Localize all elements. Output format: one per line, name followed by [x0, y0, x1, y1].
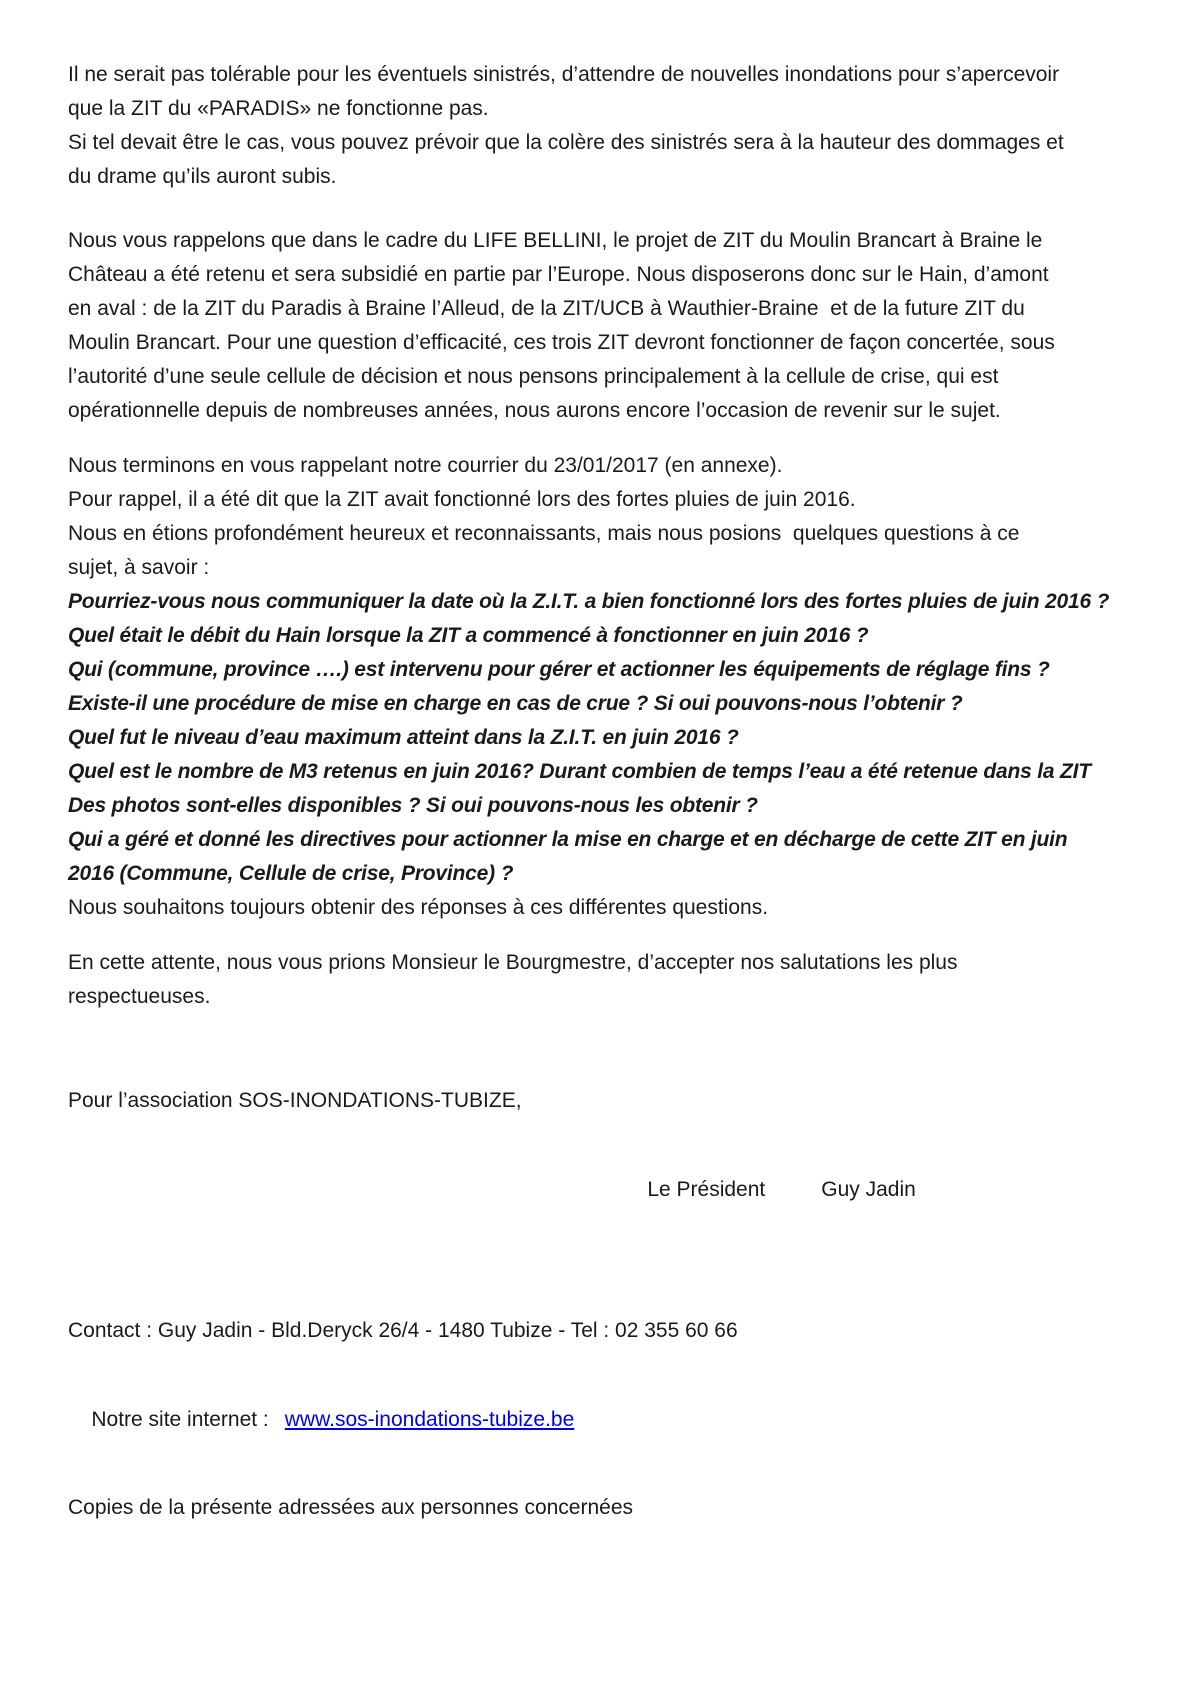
contact-text: Contact : Guy Jadin - Bld.Deryck 26/4 - 1480 Tubize - Tel : 02 355 60 66	[68, 1319, 738, 1342]
signature-role: Le Président	[647, 1178, 766, 1201]
paragraph-line: Nous vous rappelons que dans le cadre du LIFE BELLINI, le projet de ZIT du Moulin Brancart à Braine le	[68, 229, 1043, 252]
question-line: 2016 (Commune, Cellule de crise, Province) ?	[68, 862, 514, 885]
paragraph-line: Château a été retenu et sera subsidié en partie par l’Europe. Nous disposerons donc sur le Hain, d’amont	[68, 263, 1049, 286]
paragraph-line: du drame qu’ils auront subis.	[68, 165, 337, 188]
paragraph-line: Nous terminons en vous rappelant notre courrier du 23/01/2017 (en annexe).	[68, 454, 783, 477]
paragraph-line: Il ne serait pas tolérable pour les éventuels sinistrés, d’attendre de nouvelles inondations pour s’apercevoir	[68, 63, 1060, 86]
question-line: Des photos sont-elles disponibles ? Si oui pouvons-nous les obtenir ?	[68, 794, 758, 817]
paragraph-line: En cette attente, nous vous prions Monsieur le Bourgmestre, d’accepter nos salutations les plus	[68, 951, 958, 974]
website-link[interactable]: www.sos-inondations-tubize.be	[284, 1408, 575, 1431]
copies-text: Copies de la présente adressées aux personnes concernées	[68, 1496, 634, 1519]
question-line: Existe-il une procédure de mise en charge en cas de crue ? Si oui pouvons-nous l’obtenir ?	[68, 692, 963, 715]
signature-row	[68, 1139, 1122, 1241]
association-line	[68, 1084, 1122, 1118]
website-row	[68, 1369, 1122, 1471]
question-line: Pourriez-vous nous communiquer la date où la Z.I.T. a bien fonctionné lors des fortes pluies de juin 2016 ?	[68, 590, 1110, 613]
paragraph-line: opérationnelle depuis de nombreuses années, nous aurons encore l’occasion de revenir sur le sujet.	[68, 399, 1001, 422]
paragraph-intro	[68, 58, 1122, 194]
paragraph-line: Nous souhaitons toujours obtenir des réponses à ces différentes questions.	[68, 896, 769, 919]
closing-paragraph	[68, 946, 1122, 1014]
paragraph-line: Si tel devait être le cas, vous pouvez prévoir que la colère des sinistrés sera à la hauteur des dommages et	[68, 131, 1064, 154]
paragraph-line: sujet, à savoir :	[68, 556, 210, 579]
question-line: Qui (commune, province ….) est intervenu pour gérer et actionner les équipements de réglage fins ?	[68, 658, 1050, 681]
paragraph-line: que la ZIT du «PARADIS» ne fonctionne pas.	[68, 97, 489, 120]
paragraph-line: en aval : de la ZIT du Paradis à Braine l’Alleud, de la ZIT/UCB à Wauthier-Braine et de la future ZIT du	[68, 297, 1025, 320]
question-line: Quel était le débit du Hain lorsque la ZIT a commencé à fonctionner en juin 2016 ?	[68, 624, 869, 647]
signature-name: Guy Jadin	[821, 1178, 916, 1201]
question-line: Qui a géré et donné les directives pour actionner la mise en charge et en décharge de cette ZIT en juin	[68, 828, 1068, 851]
contact-line	[68, 1314, 1122, 1348]
after-questions-line	[68, 891, 1122, 925]
question-line: Quel est le nombre de M3 retenus en juin 2016? Durant combien de temps l’eau a été retenue dans la ZIT	[68, 760, 1091, 783]
paragraph-line: Moulin Brancart. Pour une question d’efficacité, ces trois ZIT devront fonctionner de façon concertée, sous	[68, 331, 1055, 354]
paragraph-line: respectueuses.	[68, 985, 211, 1008]
copies-line	[68, 1491, 1122, 1525]
questions-list	[68, 585, 1122, 891]
question-line: Quel fut le niveau d’eau maximum atteint dans la Z.I.T. en juin 2016 ?	[68, 726, 739, 749]
paragraph-line: Pour l’association SOS-INONDATIONS-TUBIZE,	[68, 1089, 522, 1112]
paragraph-life-bellini	[68, 224, 1122, 428]
paragraph-line: Pour rappel, il a été dit que la ZIT avait fonctionné lors des fortes pluies de juin 2016.	[68, 488, 856, 511]
paragraph-rappel	[68, 449, 1122, 585]
paragraph-line: Nous en étions profondément heureux et reconnaissants, mais nous posions quelques questions à ce	[68, 522, 1020, 545]
website-label: Notre site internet :	[91, 1408, 269, 1431]
paragraph-line: l’autorité d’une seule cellule de décision et nous pensons principalement à la cellule de crise, qui est	[68, 365, 999, 388]
